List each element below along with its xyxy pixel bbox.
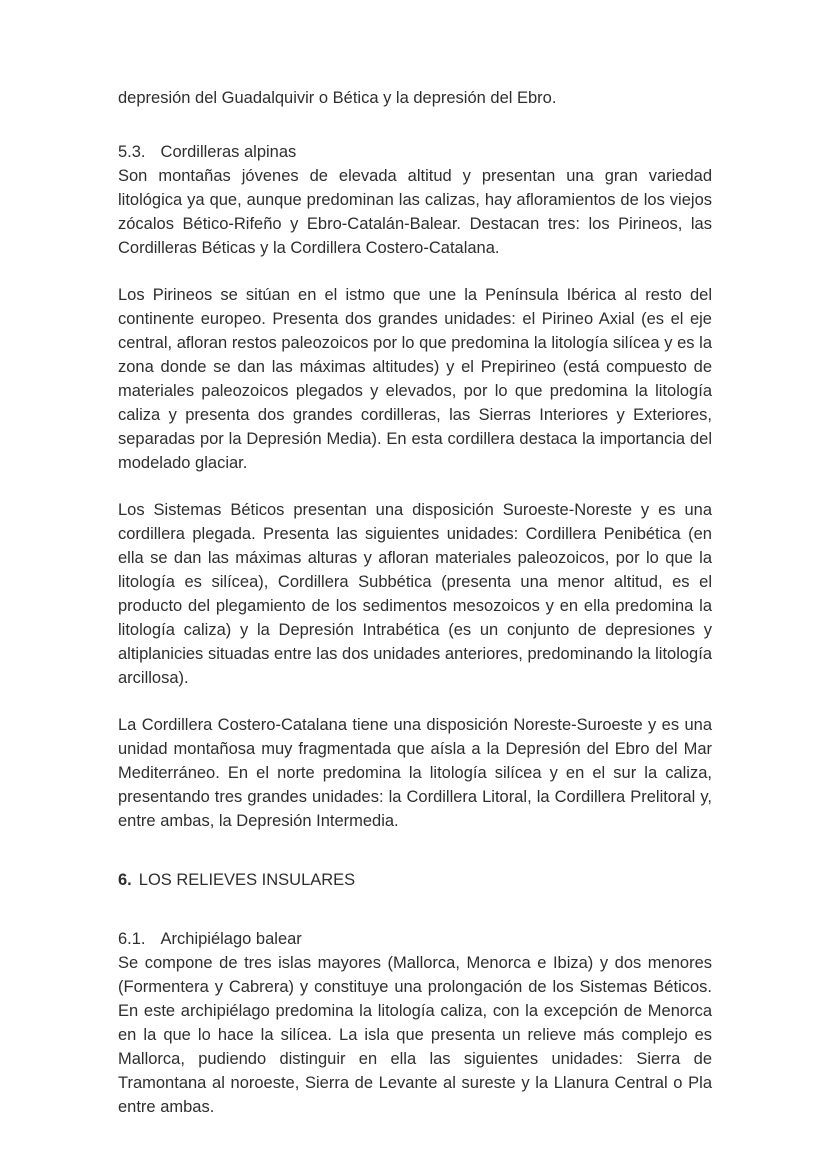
heading-5-3-number: 5.3. xyxy=(118,143,146,161)
heading-6-1-number: 6.1. xyxy=(118,930,146,948)
heading-5-3-title: Cordilleras alpinas xyxy=(160,143,297,161)
document-content xyxy=(118,86,712,1119)
paragraph-continuation: depresión del Guadalquivir o Bética y la depresión del Ebro. xyxy=(118,89,557,107)
paragraph-pirineos: Los Pirineos se sitúan en el istmo que une la Península Ibérica al resto del continente europeo. Presenta dos grandes unidades: el Pirineo Axial (es el eje central, afloran restos paleozoicos por lo que predomina la litología silícea y es la zona donde se dan las máximas altitudes) y el Prepirineo (está compuesto de materiales paleozoicos plegados y elevados, por lo que predomina la litología caliza y presenta dos grandes cordilleras, las Sierras Interiores y Exteriores, separadas por la Depresión Media). En esta cordillera destaca la importancia del modelado glaciar. xyxy=(118,286,712,472)
heading-5-3 xyxy=(118,140,712,164)
paragraph-sistemas-beticos: Los Sistemas Béticos presentan una disposición Suroeste-Noreste y es una cordillera plegada. Presenta las siguientes unidades: Cordillera Penibética (en ella se dan las máximas alturas y afloran materiales paleozoicos, por lo que la litología es silícea), Cordillera Subbética (presenta una menor altitud, es el producto del plegamiento de los sedimentos mesozoicos y en ella predomina la litología caliza) y la Depresión Intrabética (es un conjunto de depresiones y altiplanicies situadas entre las dos unidades anteriores, predominando la litología arcillosa). xyxy=(118,501,712,687)
paragraph-archipielago-balear: Se compone de tres islas mayores (Mallorca, Menorca e Ibiza) y dos menores (Formentera y Cabrera) y constituye una prolongación de los Sistemas Béticos. En este archipiélago predomina la litología caliza, con la excepción de Menorca en la que lo hace la silícea. La isla que presenta un relieve más complejo es Mallorca, pudiendo distinguir en ella las siguientes unidades: Sierra de Tramontana al noroeste, Sierra de Levante al sureste y la Llanura Central o Pla entre ambas. xyxy=(118,954,712,1116)
heading-6-number: 6. xyxy=(118,871,132,889)
paragraph-cordilleras-alpinas: Son montañas jóvenes de elevada altitud y presentan una gran variedad litológica ya que, aunque predominan las calizas, hay afloramientos de los viejos zócalos Bético-Rifeño y Ebro-Catalán-Balear. Destacan tres: los Pirineos, las Cordilleras Béticas y la Cordillera Costero-Catalana. xyxy=(118,167,712,257)
heading-6-1 xyxy=(118,927,712,951)
heading-6 xyxy=(118,868,712,892)
paragraph-costero-catalana: La Cordillera Costero-Catalana tiene una disposición Noreste-Suroeste y es una unidad montañosa muy fragmentada que aísla a la Depresión del Ebro del Mar Mediterráneo. En el norte predomina la litología silícea y en el sur la caliza, presentando tres grandes unidades: la Cordillera Litoral, la Cordillera Prelitoral y, entre ambas, la Depresión Intermedia. xyxy=(118,716,712,830)
heading-6-title: LOS RELIEVES INSULARES xyxy=(138,871,356,889)
heading-6-1-title: Archipiélago balear xyxy=(160,930,302,948)
